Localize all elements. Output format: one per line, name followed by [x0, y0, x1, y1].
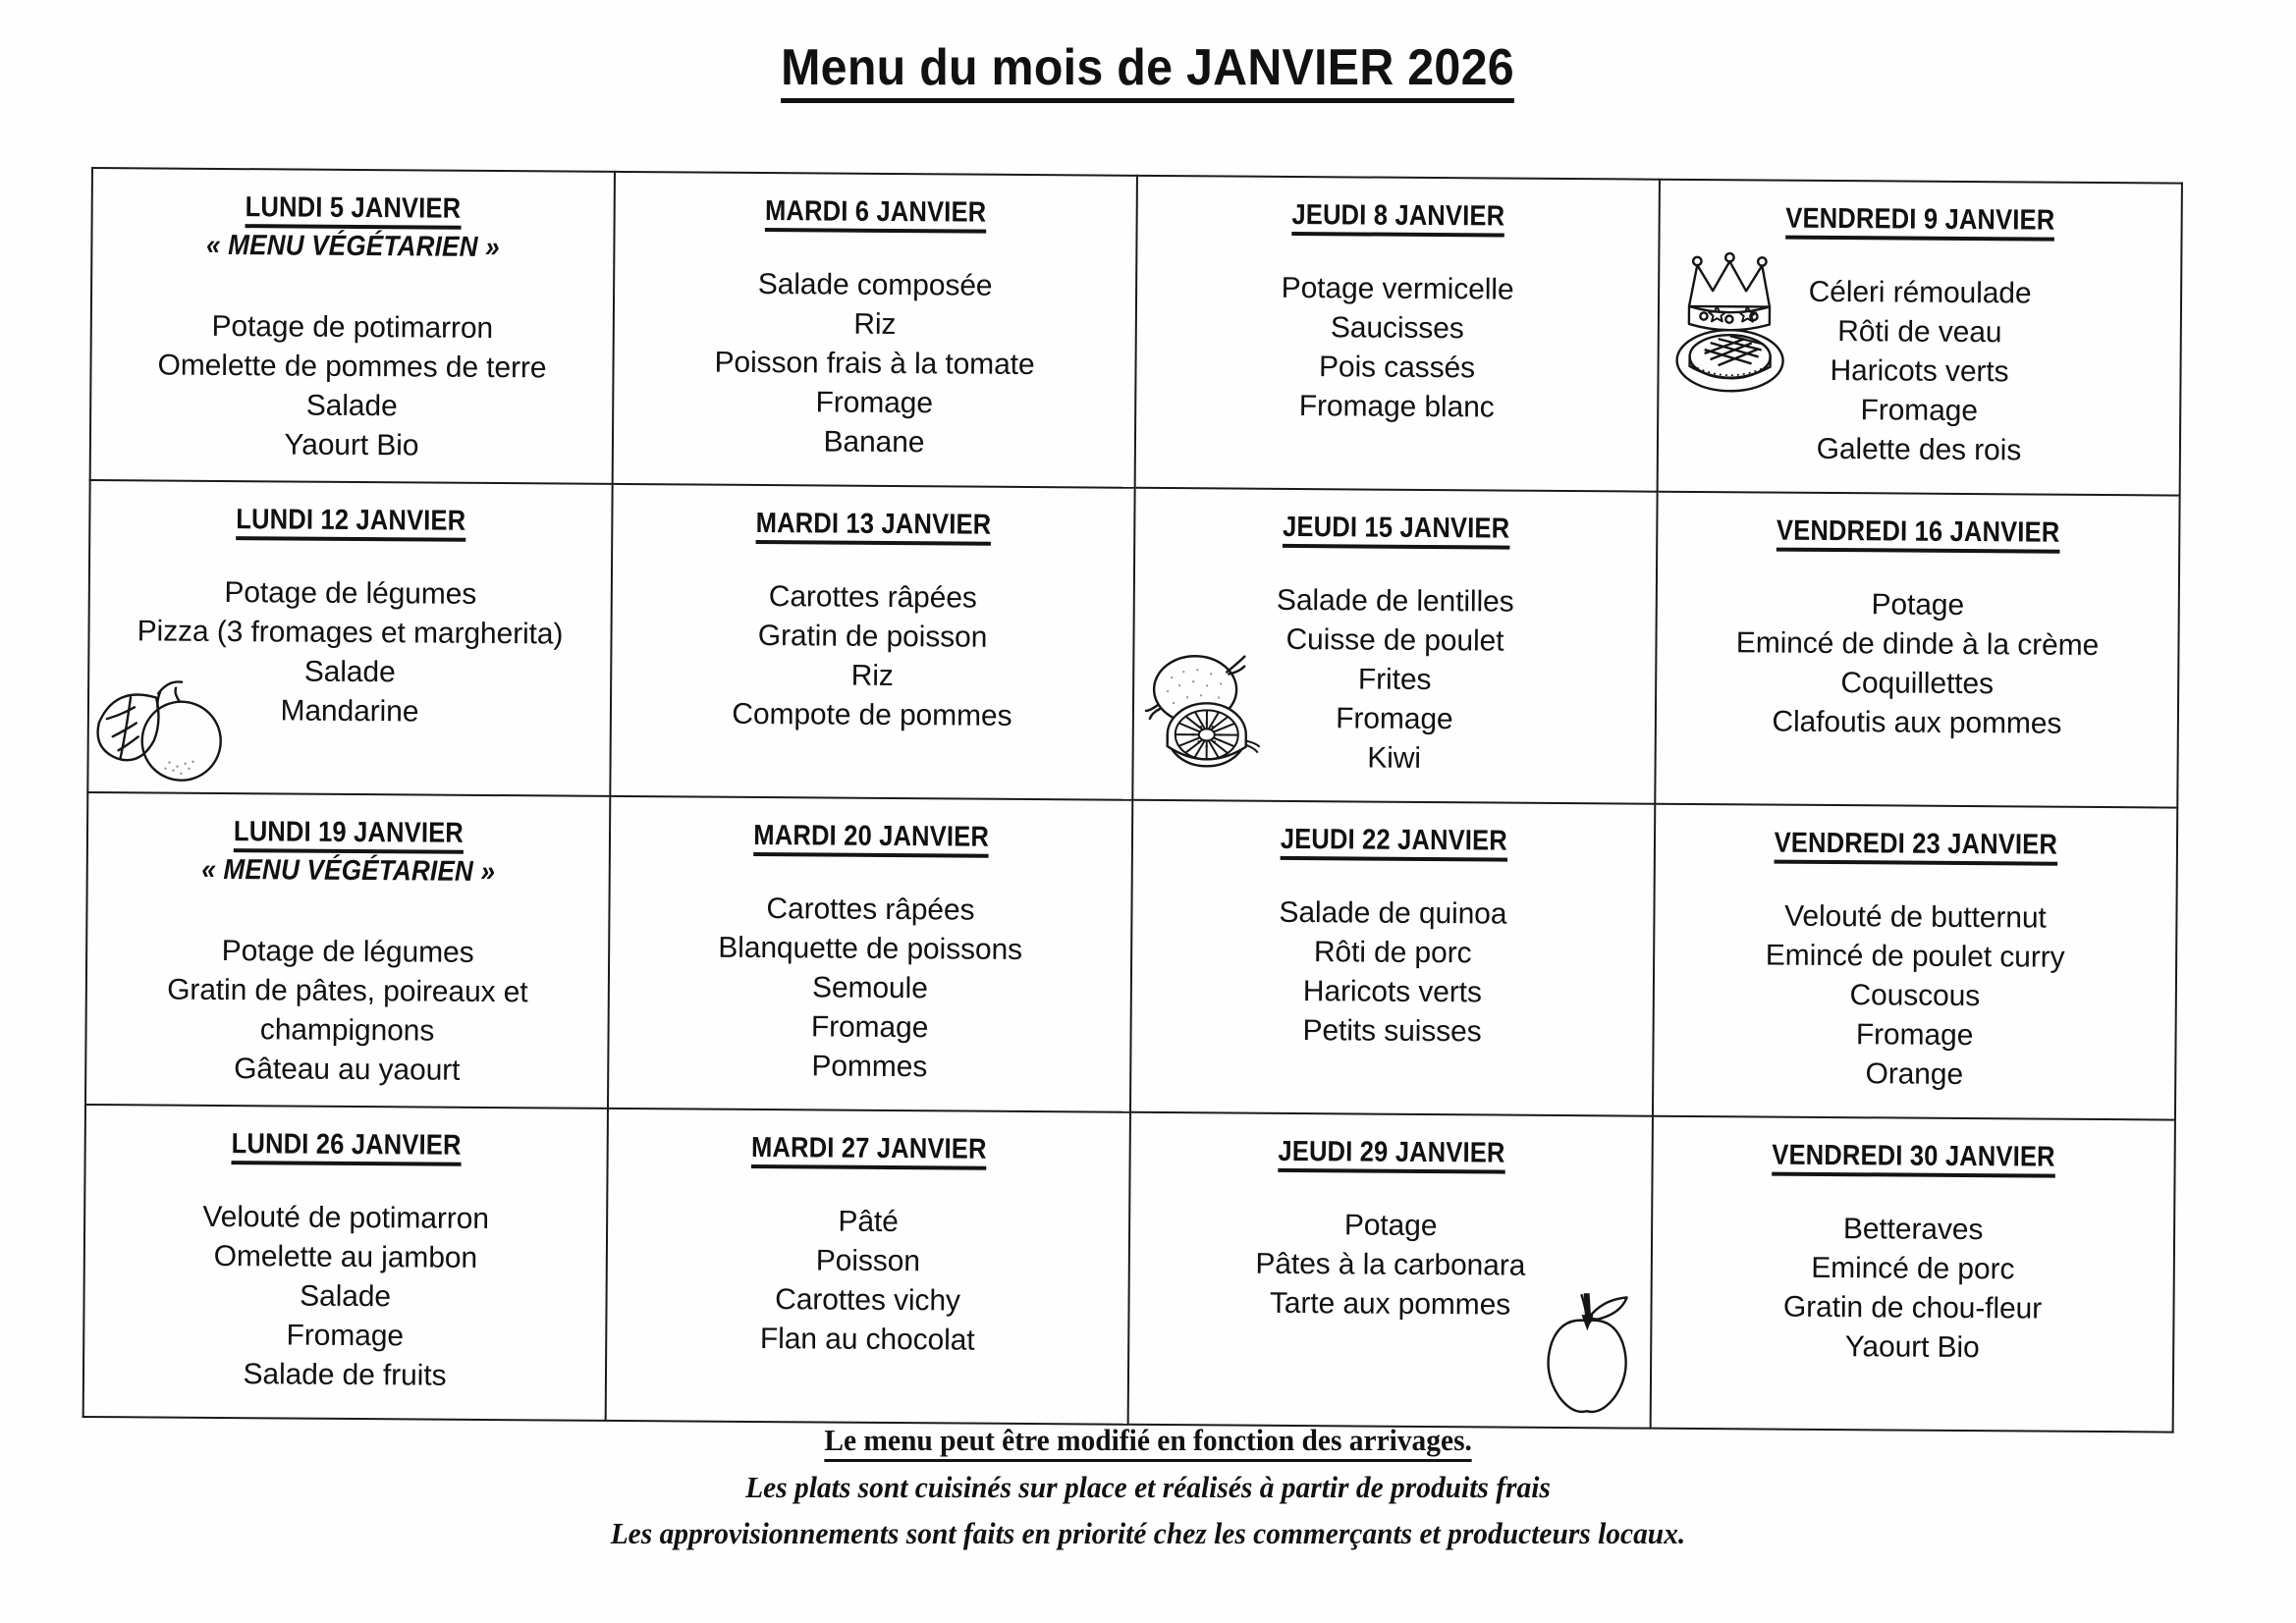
dish-item: Fromage — [1336, 702, 1453, 736]
dish-item: Emincé de dinde à la crème — [1735, 626, 2100, 663]
day-heading: MARDI 13 JANVIER — [755, 508, 991, 546]
menu-day-cell — [606, 1109, 1130, 1425]
dish-item: Potage de potimarron — [211, 310, 494, 346]
menu-day-cell — [1658, 180, 2182, 496]
day-heading: MARDI 6 JANVIER — [765, 195, 987, 234]
dish-item: Carottes râpées — [766, 893, 975, 928]
dish-item: Potage — [1871, 588, 1965, 622]
day-heading: JEUDI 15 JANVIER — [1283, 512, 1509, 550]
dish-item: Semoule — [811, 971, 928, 1005]
day-heading: LUNDI 19 JANVIER — [234, 816, 464, 854]
dish-item: Céleri rémoulade — [1808, 276, 2032, 310]
menu-day-cell — [608, 796, 1132, 1112]
menu-day-cell — [1128, 1112, 1653, 1429]
day-heading: LUNDI 26 JANVIER — [232, 1128, 462, 1166]
dish-item: Poisson — [815, 1244, 920, 1278]
dish-item: Flan au chocolat — [759, 1323, 975, 1357]
dish-list — [1668, 272, 2170, 471]
menu-week-row — [87, 480, 2179, 808]
menu-day-cell — [613, 172, 1137, 488]
page-title: Menu du mois de JANVIER 2026 — [782, 41, 1515, 103]
dish-item: Omelette au jambon — [213, 1240, 478, 1275]
dish-item: Pois cassés — [1318, 351, 1476, 385]
dish-item: Potage de légumes — [224, 576, 477, 612]
vegetarian-menu-tag: « MENU VÉGÉTARIEN » — [201, 854, 496, 889]
dish-item: Pâté — [838, 1206, 899, 1239]
dish-item: Kiwi — [1367, 741, 1422, 775]
dish-list — [619, 889, 1121, 1088]
dish-item: Saucisses — [1330, 311, 1464, 346]
dish-item: Orange — [1865, 1057, 1964, 1092]
day-heading: LUNDI 12 JANVIER — [236, 504, 465, 542]
menu-day-cell — [1653, 804, 2177, 1120]
day-cell-content — [1136, 177, 1659, 491]
menu-week-row — [85, 792, 2177, 1120]
menu-week-row — [90, 168, 2182, 496]
dish-item: Galette des rois — [1816, 432, 2022, 467]
dish-item: Velouté de butternut — [1784, 900, 2047, 936]
dish-list — [96, 931, 598, 1091]
dish-item: Haricots verts — [1302, 975, 1482, 1009]
page-title-area — [0, 41, 2296, 103]
dish-list — [1139, 1205, 1641, 1325]
dish-item: Fromage — [1855, 1018, 1974, 1053]
day-heading: MARDI 27 JANVIER — [751, 1132, 987, 1170]
day-cell-content — [88, 481, 611, 795]
menu-day-cell — [1130, 800, 1655, 1116]
menu-day-cell — [1651, 1116, 2175, 1433]
dish-item: Pizza (3 fromages et margherita) — [137, 615, 564, 651]
day-cell-content — [611, 485, 1133, 799]
dish-item: Frites — [1357, 663, 1432, 697]
day-cell-content — [1656, 493, 2178, 807]
day-heading: LUNDI 5 JANVIER — [246, 191, 462, 230]
dish-item: Salade — [300, 1279, 392, 1314]
menu-grid-body — [83, 168, 2182, 1433]
dish-list — [99, 573, 601, 733]
menu-grid — [82, 167, 2183, 1434]
dish-item: Blanquette de poissons — [718, 932, 1023, 967]
dish-item: Salade de lentilles — [1276, 584, 1514, 620]
dish-item: Yaourt Bio — [1844, 1330, 1980, 1365]
dish-list — [622, 576, 1123, 736]
dish-item: Fromage blanc — [1298, 390, 1495, 424]
dish-item: Banane — [823, 425, 925, 460]
dish-item: Fromage — [1860, 394, 1979, 428]
day-heading: VENDREDI 30 JANVIER — [1772, 1140, 2055, 1179]
day-cell-content — [1131, 801, 1654, 1115]
dish-item: Haricots verts — [1830, 354, 2009, 389]
dish-item: Tarte aux pommes — [1269, 1287, 1511, 1322]
day-cell-content — [91, 169, 614, 483]
dish-item: Salade composée — [757, 268, 993, 303]
dish-list — [1141, 893, 1643, 1053]
day-heading: VENDREDI 16 JANVIER — [1777, 515, 2060, 555]
dish-item: Cuisse de poulet — [1285, 623, 1504, 658]
day-heading: VENDREDI 23 JANVIER — [1775, 828, 2058, 867]
day-heading: JEUDI 22 JANVIER — [1280, 824, 1506, 862]
dish-item: Omelette de pommes de terre — [157, 349, 547, 385]
dish-item: Salade — [303, 655, 396, 689]
dish-list — [94, 1198, 596, 1397]
dish-item: Gâteau au yaourt — [234, 1053, 461, 1087]
dish-item: Carottes râpées — [768, 580, 977, 616]
dish-item: Coquillettes — [1840, 667, 1995, 701]
dish-item: Velouté de potimarron — [202, 1201, 489, 1236]
menu-day-cell — [1655, 492, 2179, 808]
day-cell-content — [1133, 489, 1656, 803]
dish-item: Fromage — [810, 1010, 929, 1045]
dish-item: Rôti de veau — [1837, 315, 2002, 350]
dish-item: Fromage — [286, 1319, 405, 1353]
day-heading: JEUDI 29 JANVIER — [1278, 1136, 1504, 1174]
menu-day-cell — [1135, 176, 1660, 492]
dish-item: Fromage — [815, 386, 934, 420]
dish-list — [1664, 896, 2165, 1096]
dish-item: Pâtes à la carbonara — [1255, 1248, 1526, 1283]
menu-day-cell — [85, 792, 610, 1109]
menu-day-cell — [1132, 488, 1657, 804]
day-cell-content — [1659, 181, 2181, 495]
dish-item: Salade de fruits — [243, 1358, 447, 1392]
dish-item: Emincé de porc — [1811, 1252, 2015, 1286]
day-cell-content — [614, 173, 1136, 487]
day-cell-content — [609, 797, 1131, 1111]
dish-list — [1143, 580, 1645, 780]
menu-day-cell — [610, 484, 1134, 800]
dish-item: Mandarine — [280, 694, 419, 729]
dish-item: Betteraves — [1842, 1213, 1984, 1247]
dish-item: Riz — [853, 308, 897, 342]
menu-day-cell — [90, 168, 615, 484]
dish-item: Rôti de porc — [1313, 936, 1472, 970]
dish-list — [624, 264, 1125, 463]
menu-week-row — [83, 1105, 2175, 1433]
day-cell-content — [1129, 1113, 1652, 1428]
dish-item: Gratin de poisson — [757, 620, 988, 655]
dish-item: Emincé de poulet curry — [1765, 939, 2065, 975]
dish-item: Yaourt Bio — [284, 428, 419, 462]
day-cell-content — [86, 793, 609, 1108]
dish-list — [1146, 268, 1648, 428]
menu-day-cell — [83, 1105, 608, 1421]
dish-item: Clafoutis aux pommes — [1772, 705, 2062, 740]
dish-item: Potage de légumes — [221, 935, 474, 970]
day-cell-content — [84, 1106, 607, 1420]
dish-item: Gratin de chou-fleur — [1782, 1290, 2043, 1325]
dish-item: Couscous — [1849, 979, 1981, 1013]
dish-item: Petits suisses — [1302, 1014, 1482, 1049]
dish-item: Salade de quinoa — [1279, 896, 1507, 932]
dish-item: Potage vermicelle — [1281, 272, 1514, 307]
menu-day-cell — [87, 480, 612, 796]
dish-item: Carottes vichy — [775, 1283, 961, 1318]
dish-item: Riz — [850, 659, 894, 693]
dish-item: Compote de pommes — [732, 697, 1012, 733]
footer-line-3: Les approvisionnements sont faits en priorité chez les commerçants et producteurs locaux. — [610, 1516, 1686, 1551]
dish-list — [101, 306, 603, 466]
dish-item: Potage — [1343, 1209, 1438, 1243]
day-heading: JEUDI 8 JANVIER — [1291, 199, 1504, 238]
dish-list — [1667, 584, 2168, 744]
dish-item: Poisson frais à la tomate — [714, 346, 1035, 382]
day-cell-content — [607, 1109, 1129, 1424]
dish-list — [1662, 1209, 2163, 1369]
dish-item: Gratin de pâtes, poireaux et champignons — [167, 973, 528, 1048]
day-heading: VENDREDI 9 JANVIER — [1785, 203, 2054, 242]
footer-line-1: Le menu peut être modifié en fonction des arrivages. — [824, 1422, 1472, 1462]
dish-item: Pommes — [811, 1050, 928, 1084]
footer-notes — [0, 1422, 2296, 1554]
day-cell-content — [1654, 805, 2176, 1119]
dish-list — [617, 1201, 1119, 1361]
day-heading: MARDI 20 JANVIER — [753, 820, 989, 858]
vegetarian-menu-tag: « MENU VÉGÉTARIEN » — [205, 230, 500, 264]
footer-line-2: Les plats sont cuisinés sur place et réalisés à partir de produits frais — [745, 1470, 1551, 1505]
day-cell-content — [1652, 1117, 2174, 1432]
dish-item: Salade — [305, 389, 398, 423]
